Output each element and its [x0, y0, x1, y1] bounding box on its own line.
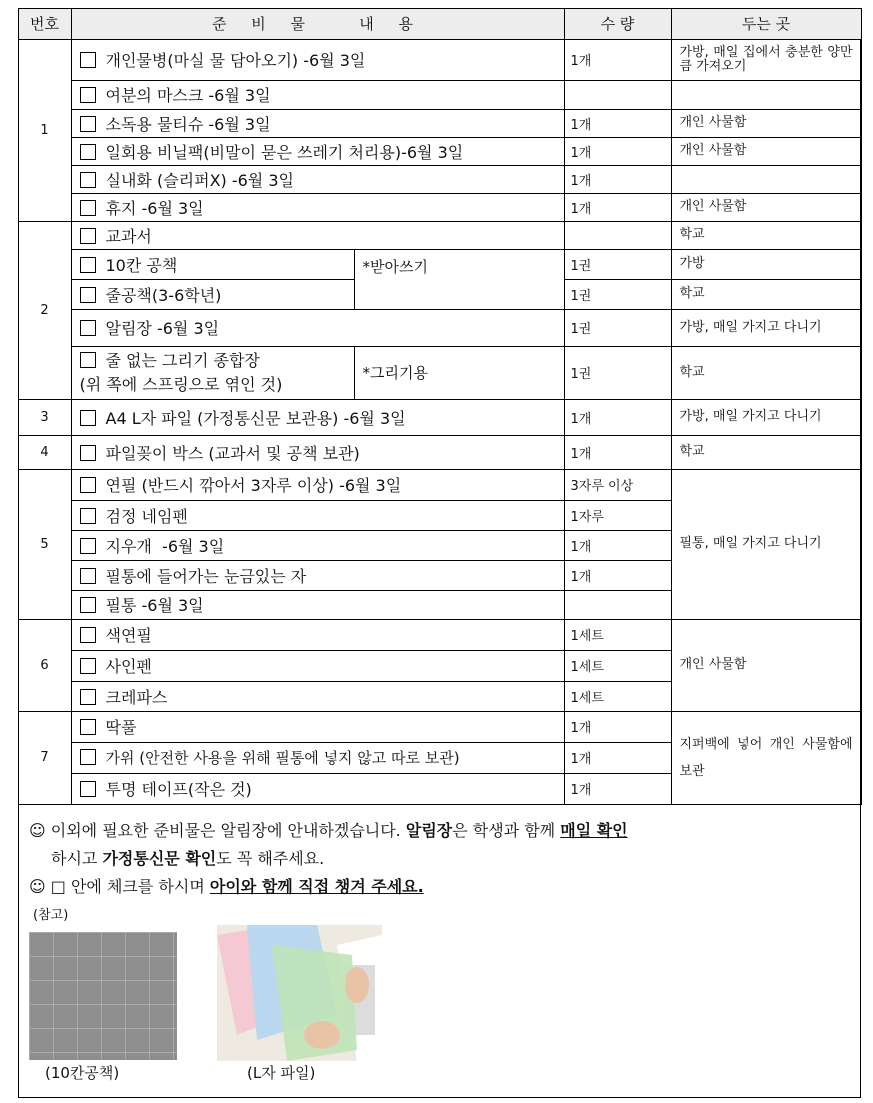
- item-quantity: 1권: [564, 249, 671, 279]
- item-place: 개인 사물함: [671, 193, 861, 221]
- checkbox[interactable]: [80, 597, 96, 613]
- item-place: 가방, 매일 집에서 충분한 양만큼 가져오기: [671, 39, 861, 80]
- item-label: 필통에 들어가는 눈금있는 자: [105, 566, 307, 586]
- item-label: 실내화 (슬리퍼X) -6월 3일: [105, 170, 294, 190]
- l-file-photo: [217, 925, 382, 1061]
- photo-caption-l-file: (L자 파일): [247, 1064, 316, 1082]
- item-label: 딱풀: [105, 718, 137, 737]
- checkbox[interactable]: [80, 508, 96, 524]
- item-label: 크레파스: [105, 687, 168, 707]
- item-place: 학교: [671, 221, 861, 249]
- photo-caption-notebook: (10칸공책): [45, 1064, 120, 1082]
- table-row: [18, 165, 861, 193]
- checkbox[interactable]: [80, 200, 96, 216]
- checklist-item[interactable]: [71, 500, 564, 530]
- item-quantity: 3자루 이상: [564, 469, 671, 500]
- checklist-item[interactable]: [71, 221, 564, 249]
- item-label: 줄공책(3-6학년): [105, 285, 222, 305]
- table-row: [18, 249, 861, 279]
- item-label: 여분의 마스크 -6월 3일: [105, 86, 271, 105]
- table-row: [18, 221, 861, 249]
- item-place: 가방: [671, 249, 861, 279]
- item-quantity: 1개: [564, 109, 671, 137]
- item-quantity: 1권: [564, 279, 671, 309]
- checkbox[interactable]: [80, 287, 96, 303]
- checklist-item[interactable]: [71, 39, 564, 80]
- checkbox[interactable]: [80, 719, 96, 735]
- table-row: [18, 399, 861, 435]
- reference-label: (참고): [33, 908, 69, 923]
- group-number: 6: [18, 619, 71, 711]
- item-quantity: 1세트: [564, 619, 671, 650]
- checkbox[interactable]: [80, 689, 96, 705]
- checklist-item[interactable]: [71, 165, 564, 193]
- table-row: [18, 711, 861, 742]
- group-number: 5: [18, 469, 71, 619]
- checklist-item[interactable]: [71, 590, 564, 619]
- item-label: 줄 없는 그리기 종합장: [105, 350, 260, 370]
- item-quantity: 1개: [564, 560, 671, 590]
- item-label: 파일꽂이 박스 (교과서 및 공책 보관): [105, 443, 360, 463]
- group-number: 3: [18, 399, 71, 435]
- item-place: 가방, 매일 가지고 다니기: [671, 399, 861, 435]
- header-no: 번호: [18, 8, 71, 39]
- header-qty: 수 량: [564, 8, 671, 39]
- table-row: [18, 109, 861, 137]
- checklist-item[interactable]: [71, 346, 354, 399]
- supply-checklist-page: [18, 8, 861, 1098]
- table-row: [18, 39, 861, 80]
- table-row: [18, 469, 861, 500]
- item-label: 사인펜: [105, 657, 152, 676]
- table-row: [18, 346, 861, 399]
- item-note: *그리기용: [354, 346, 564, 399]
- group-number: 7: [18, 711, 71, 804]
- item-label: 필통 -6월 3일: [105, 596, 204, 615]
- item-quantity: 1개: [564, 165, 671, 193]
- item-label: 검정 네임펜: [105, 506, 188, 526]
- checklist-item[interactable]: [71, 711, 564, 742]
- item-place: 개인 사물함: [671, 109, 861, 137]
- item-quantity: 1개: [564, 773, 671, 804]
- item-quantity: 1개: [564, 711, 671, 742]
- checklist-item[interactable]: [71, 469, 564, 500]
- item-place: 개인 사물함: [671, 619, 861, 711]
- item-quantity: 1개: [564, 435, 671, 469]
- footer-line-2: 하시고 가정통신문 확인도 꼭 해주세요.: [51, 849, 325, 868]
- checkbox[interactable]: [80, 352, 96, 368]
- item-label: 일회용 비닐팩(비말이 묻은 쓰레기 처리용)-6월 3일: [105, 142, 464, 162]
- checklist-item[interactable]: [71, 560, 564, 590]
- table-row: [18, 80, 861, 109]
- group-number: 2: [18, 221, 71, 399]
- grid-notebook-photo: [29, 932, 177, 1060]
- item-quantity: 1개: [564, 530, 671, 560]
- checklist-item[interactable]: [71, 619, 564, 650]
- item-label-detail: (위 쪽에 스프링으로 엮인 것): [79, 374, 283, 394]
- item-label: 색연필: [105, 626, 152, 645]
- table-row: [18, 309, 861, 346]
- item-quantity: 1자루: [564, 500, 671, 530]
- table-row: [18, 137, 861, 165]
- item-quantity: 1세트: [564, 650, 671, 681]
- checklist-item[interactable]: [71, 109, 564, 137]
- item-place: 개인 사물함: [671, 137, 861, 165]
- checkbox[interactable]: [80, 144, 96, 160]
- item-quantity: 1개: [564, 39, 671, 80]
- item-quantity: 1개: [564, 137, 671, 165]
- item-label: 투명 테이프(작은 것): [105, 780, 252, 799]
- item-label: 지우개 -6월 3일: [105, 536, 225, 556]
- item-quantity: 1권: [564, 309, 671, 346]
- item-quantity: 1개: [564, 193, 671, 221]
- checklist-item[interactable]: [71, 681, 564, 711]
- footer-line-3: ☺ □ 안에 체크를 하시며 아이와 함께 직접 챙겨 주세요.: [29, 877, 424, 896]
- checkbox[interactable]: [80, 658, 96, 674]
- item-label: A4 L자 파일 (가정통신문 보관용) -6월 3일: [105, 408, 406, 428]
- item-place: 필통, 매일 가지고 다니기: [671, 469, 861, 619]
- item-quantity: [564, 221, 671, 249]
- header-content: 준 비 물 내 용: [71, 8, 564, 39]
- table-row: [18, 435, 861, 469]
- checkbox[interactable]: [80, 568, 96, 584]
- item-label: 연필 (반드시 깎아서 3자루 이상) -6월 3일: [105, 476, 402, 495]
- checkbox[interactable]: [80, 87, 96, 103]
- item-place: 학교: [671, 346, 861, 399]
- checklist-item[interactable]: [71, 137, 564, 165]
- group-number: 1: [18, 39, 71, 221]
- checklist-item[interactable]: [71, 650, 564, 681]
- item-place: 학교: [671, 435, 861, 469]
- item-quantity: [564, 590, 671, 619]
- item-quantity: 1권: [564, 346, 671, 399]
- l-file-illustration: [217, 925, 382, 1061]
- checklist-item[interactable]: [71, 742, 564, 773]
- item-label: 교과서: [105, 226, 152, 246]
- item-place: [671, 165, 861, 193]
- table-header-row: [18, 8, 861, 39]
- item-place: 학교: [671, 279, 861, 309]
- item-label: 휴지 -6월 3일: [105, 198, 204, 218]
- item-label: 가위 (안전한 사용을 위해 필통에 넣지 않고 따로 보관): [105, 749, 460, 767]
- item-label: 소독용 물티슈 -6월 3일: [105, 114, 271, 134]
- item-quantity: [564, 80, 671, 109]
- checklist-item[interactable]: [71, 80, 564, 109]
- header-place: 두는 곳: [671, 8, 861, 39]
- item-place: 지퍼백에 넣어 개인 사물함에 보관: [671, 711, 861, 804]
- item-place: [671, 80, 861, 109]
- checkbox[interactable]: [80, 538, 96, 554]
- footer-line-1: ☺ 이외에 필요한 준비물은 알림장에 안내하겠습니다. 알림장은 학생과 함께 매일 확인: [29, 821, 628, 840]
- checklist-item[interactable]: [71, 530, 564, 560]
- table-row: [18, 193, 861, 221]
- checkbox[interactable]: [80, 228, 96, 244]
- checkbox[interactable]: [80, 445, 96, 461]
- checklist-item[interactable]: [71, 773, 564, 804]
- item-quantity: 1개: [564, 399, 671, 435]
- item-note: *받아쓰기: [354, 249, 564, 309]
- checkbox[interactable]: [80, 257, 96, 273]
- group-number: 4: [18, 435, 71, 469]
- checkbox[interactable]: [80, 320, 96, 336]
- item-label: 10칸 공책: [105, 255, 178, 275]
- table-row: [18, 619, 861, 650]
- checklist-item[interactable]: [71, 399, 564, 435]
- supply-table: [18, 8, 862, 805]
- checkbox[interactable]: [80, 749, 96, 765]
- checkbox[interactable]: [80, 116, 96, 132]
- checkbox[interactable]: [80, 627, 96, 643]
- checkbox[interactable]: [80, 410, 96, 426]
- checkbox[interactable]: [80, 781, 96, 797]
- checkbox[interactable]: [80, 52, 96, 68]
- checklist-item[interactable]: [71, 249, 354, 279]
- item-quantity: 1개: [564, 742, 671, 773]
- item-label: 개인물병(마실 물 담아오기) -6월 3일: [105, 51, 366, 70]
- item-quantity: 1세트: [564, 681, 671, 711]
- footer-notes: [29, 817, 854, 901]
- checkbox[interactable]: [80, 477, 96, 493]
- item-label: 알림장 -6월 3일: [105, 319, 220, 338]
- checkbox[interactable]: [80, 172, 96, 188]
- checklist-item[interactable]: [71, 309, 564, 346]
- item-place: 가방, 매일 가지고 다니기: [671, 309, 861, 346]
- checklist-item[interactable]: [71, 435, 564, 469]
- checklist-item[interactable]: [71, 279, 354, 309]
- checklist-item[interactable]: [71, 193, 564, 221]
